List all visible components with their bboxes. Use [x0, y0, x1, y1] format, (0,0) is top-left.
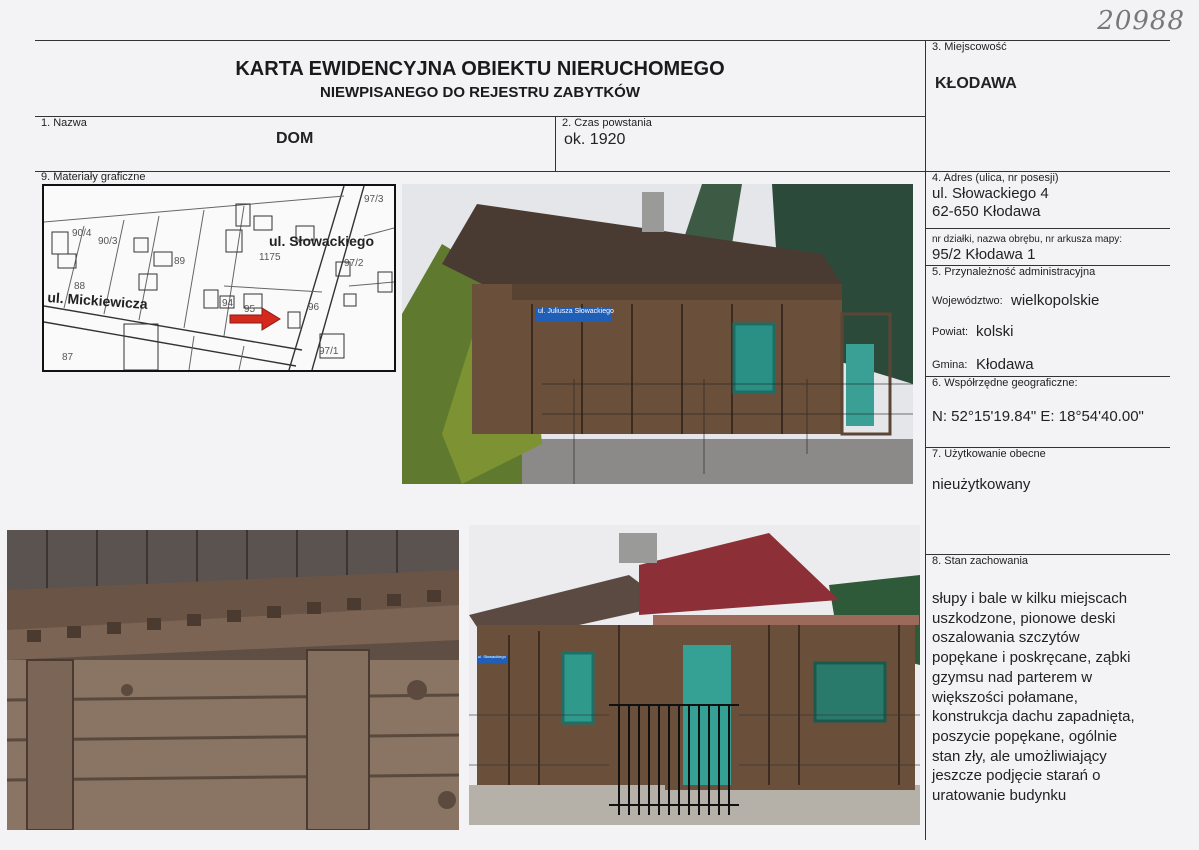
county-label: Powiat: [932, 326, 969, 338]
field-8-label: 8. Stan zachowania [932, 555, 1029, 567]
condition-line: gzymsu nad parterem w [932, 668, 1093, 686]
map-parcel-label: 1175 [259, 252, 281, 263]
condition-line: stan zły, ale umożliwiający [932, 747, 1107, 765]
field-3-value: KŁODAWA [935, 75, 1017, 92]
field-7-label: 7. Użytkowanie obecne [932, 448, 1046, 460]
photo-house-corner [469, 525, 920, 825]
field-5-label: 5. Przynależność administracyjna [932, 266, 1096, 278]
street-sign-label: ul. Juliusza Słowackiego [538, 308, 614, 315]
field-1-label: 1. Nazwa [41, 117, 87, 129]
map-parcel-label: 97/3 [364, 194, 384, 205]
address-line-2: 62-650 Kłodawa [932, 203, 1041, 220]
address-line-1: ul. Słowackiego 4 [932, 185, 1049, 202]
photo-house-front-image [402, 184, 913, 484]
map-parcel-label: 95 [244, 304, 256, 315]
condition-line: uszkodzone, pionowe deski [932, 609, 1116, 627]
photo-house-front [402, 184, 913, 484]
field-4-label: 4. Adres (ulica, nr posesji) [932, 172, 1059, 184]
condition-line: konstrukcja dachu zapadnięta, [932, 708, 1135, 726]
photo-wall-detail [7, 530, 459, 830]
condition-line: popękane i poskręcane, ząbki [932, 649, 1131, 667]
field-6-label: 6. Współrzędne geograficzne: [932, 377, 1078, 389]
map-parcel-label: 89 [174, 256, 186, 267]
map-parcel-label: 87 [62, 352, 74, 363]
map-street-slowackiego: ul. Słowackiego [269, 233, 375, 249]
divider-name-date [555, 116, 556, 171]
condition-line: jeszcze podjęcie starań o [932, 767, 1101, 785]
map-parcel-label: 88 [74, 281, 86, 292]
condition-line: uratowanie budynku [932, 787, 1067, 805]
voivodeship-label: Województwo: [932, 295, 1003, 307]
commune-value: Kłodawa [976, 356, 1034, 373]
commune-label: Gmina: [932, 359, 968, 371]
street-sign-label: ul. Słowackiego [478, 654, 506, 659]
map-parcel-label: 97/2 [344, 258, 364, 269]
voivodeship-value: wielkopolskie [1011, 292, 1100, 309]
map-parcel-label: 94 [222, 298, 234, 309]
condition-description [932, 589, 1135, 806]
map-street-mickiewicza: ul. Mickiewicza [46, 289, 149, 312]
map-parcel-label: 90/3 [98, 236, 118, 247]
cadastral-map [42, 184, 396, 372]
map-parcel-label: 97/1 [319, 346, 339, 357]
coordinates-value: N: 52°15'19.84" E: 18°54'40.00" [932, 408, 1144, 425]
plot-label: nr działki, nazwa obrębu, nr arkusza mapy: [932, 234, 1123, 245]
condition-line: większości połamane, [932, 688, 1078, 706]
county-value: kolski [976, 323, 1014, 340]
handwritten-archive-number: 20988 [1097, 6, 1185, 36]
photo-wall-detail-image [7, 530, 459, 830]
field-9-label: 9. Materiały graficzne [41, 171, 146, 183]
field-2-value: ok. 1920 [564, 131, 626, 148]
field-2-label: 2. Czas powstania [562, 117, 652, 129]
condition-line: oszalowania szczytów [932, 629, 1080, 647]
card-title: KARTA EWIDENCYJNA OBIEKTU NIERUCHOMEGO [235, 58, 725, 80]
field-3-label: 3. Miejscowość [932, 41, 1007, 53]
photo-house-corner-image [469, 525, 920, 825]
divider-right-column [925, 40, 926, 840]
card-subtitle: NIEWPISANEGO DO REJESTRU ZABYTKÓW [319, 84, 641, 101]
plot-value: 95/2 Kłodawa 1 [932, 246, 1036, 263]
field-1-value: DOM [276, 130, 314, 147]
map-parcel-label: 96 [308, 302, 320, 313]
rule-under-address [925, 228, 1170, 229]
condition-line: poszycie popękane, ogólnie [932, 727, 1118, 745]
rule-under-title [35, 116, 925, 117]
condition-line: słupy i bale w kilku miejscach [932, 590, 1128, 607]
map-parcel-label: 90/4 [72, 228, 92, 239]
current-usage-value: nieużytkowany [932, 476, 1031, 493]
cadastral-map-drawing [44, 186, 394, 370]
